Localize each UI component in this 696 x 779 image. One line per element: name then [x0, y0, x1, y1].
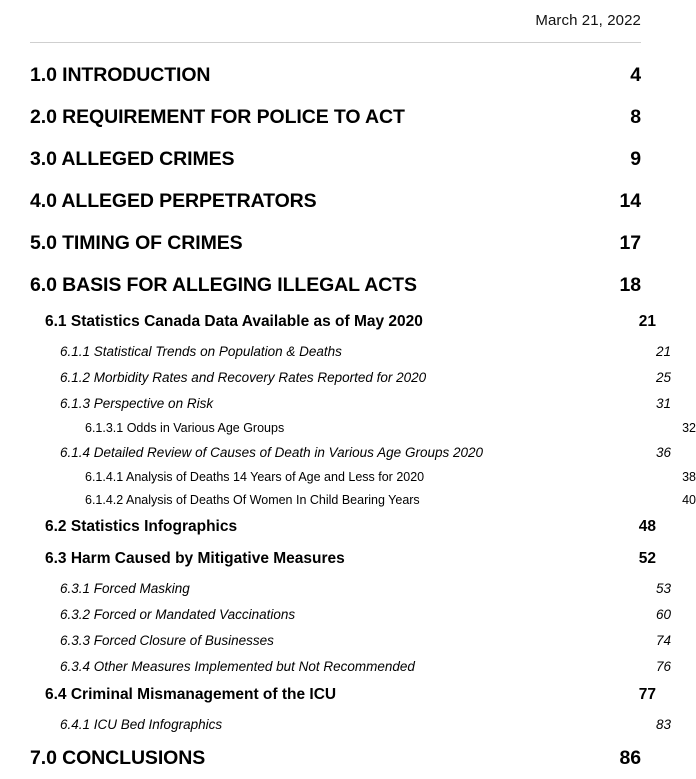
table-of-contents — [30, 54, 696, 779]
toc-entry-page-number: 40 — [682, 492, 696, 507]
toc-entry-label: 6.1.4.1 Analysis of Deaths 14 Years of Age and Less for 2020 — [85, 469, 425, 484]
toc-entry-page-number: 60 — [655, 606, 671, 622]
toc-entry-label: 6.1.3 Perspective on Risk — [60, 395, 214, 411]
toc-entry[interactable] — [60, 601, 671, 627]
toc-entry[interactable] — [60, 364, 671, 390]
toc-entry-label: 6.2 Statistics Infographics — [45, 518, 238, 535]
toc-entry-label: 6.1.3.1 Odds in Various Age Groups — [85, 420, 285, 435]
toc-entry-page-number: 32 — [682, 420, 696, 435]
toc-entry-page-number: 38 — [682, 469, 696, 484]
toc-entry[interactable] — [30, 96, 641, 138]
toc-entry[interactable] — [30, 54, 641, 96]
toc-entry-page-number: 36 — [655, 444, 671, 460]
toc-entry[interactable] — [60, 627, 671, 653]
toc-entry[interactable] — [30, 180, 641, 222]
toc-entry-page-number: 76 — [655, 658, 671, 674]
toc-entry[interactable] — [30, 737, 641, 779]
toc-entry-label: 2.0 REQUIREMENT FOR POLICE TO ACT — [30, 105, 405, 128]
toc-entry-label: 7.0 CONCLUSIONS — [30, 746, 206, 769]
toc-entry-label: 1.0 INTRODUCTION — [30, 63, 211, 86]
toc-entry-label: 6.3 Harm Caused by Mitigative Measures — [45, 550, 345, 567]
toc-entry[interactable] — [60, 390, 671, 416]
header-divider — [30, 42, 641, 43]
toc-entry-label: 6.1.2 Morbidity Rates and Recovery Rates Reported for 2020 — [60, 369, 427, 385]
toc-entry-page-number: 31 — [655, 395, 671, 411]
toc-entry-label: 6.3.1 Forced Masking — [60, 580, 190, 596]
toc-entry-page-number: 21 — [655, 343, 671, 359]
toc-entry-page-number: 9 — [630, 147, 641, 170]
toc-entry[interactable] — [60, 575, 671, 601]
toc-entry-page-number: 77 — [638, 686, 656, 703]
toc-entry-label: 3.0 ALLEGED CRIMES — [30, 147, 235, 170]
toc-entry-page-number: 17 — [619, 231, 641, 254]
toc-entry-page-number: 4 — [630, 63, 641, 86]
toc-entry[interactable] — [30, 222, 641, 264]
toc-entry[interactable] — [60, 338, 671, 364]
toc-entry-label: 6.1.4.2 Analysis of Deaths Of Women In Child Bearing Years — [85, 492, 420, 507]
toc-entry-page-number: 8 — [630, 105, 641, 128]
toc-entry-page-number: 14 — [619, 189, 641, 212]
toc-entry-label: 6.4 Criminal Mismanagement of the ICU — [45, 686, 337, 703]
toc-entry-label: 6.1 Statistics Canada Data Available as of May 2020 — [45, 313, 423, 330]
toc-entry[interactable] — [85, 465, 696, 488]
toc-entry-label: 6.3.4 Other Measures Implemented but Not Recommended — [60, 658, 415, 674]
toc-entry[interactable] — [30, 138, 641, 180]
toc-entry[interactable] — [45, 511, 656, 543]
toc-entry-label: 5.0 TIMING OF CRIMES — [30, 231, 243, 254]
toc-entry-page-number: 74 — [655, 632, 671, 648]
toc-entry-page-number: 83 — [655, 716, 671, 732]
toc-entry[interactable] — [45, 679, 656, 711]
toc-entry-label: 4.0 ALLEGED PERPETRATORS — [30, 189, 317, 212]
toc-entry[interactable] — [60, 711, 671, 737]
toc-entry-page-number: 86 — [619, 746, 641, 769]
document-date: March 21, 2022 — [535, 12, 641, 29]
toc-entry-page-number: 52 — [638, 550, 656, 567]
toc-entry[interactable] — [45, 543, 656, 575]
toc-entry[interactable] — [30, 264, 641, 306]
toc-entry[interactable] — [45, 306, 656, 338]
toc-entry-page-number: 48 — [638, 518, 656, 535]
toc-entry-label: 6.3.2 Forced or Mandated Vaccinations — [60, 606, 296, 622]
toc-entry-label: 6.1.1 Statistical Trends on Population & Deaths — [60, 343, 342, 359]
toc-entry[interactable] — [60, 653, 671, 679]
toc-entry[interactable] — [60, 439, 671, 465]
toc-entry-page-number: 21 — [638, 313, 656, 330]
toc-entry[interactable] — [85, 416, 696, 439]
toc-entry-page-number: 25 — [655, 369, 671, 385]
toc-entry-page-number: 53 — [655, 580, 671, 596]
toc-entry-page-number: 18 — [619, 273, 641, 296]
toc-entry-label: 6.4.1 ICU Bed Infographics — [60, 716, 223, 732]
toc-entry-label: 6.1.4 Detailed Review of Causes of Death in Various Age Groups 2020 — [60, 444, 483, 460]
toc-entry-label: 6.0 BASIS FOR ALLEGING ILLEGAL ACTS — [30, 273, 417, 296]
toc-entry[interactable] — [85, 488, 696, 511]
toc-entry-label: 6.3.3 Forced Closure of Businesses — [60, 632, 274, 648]
